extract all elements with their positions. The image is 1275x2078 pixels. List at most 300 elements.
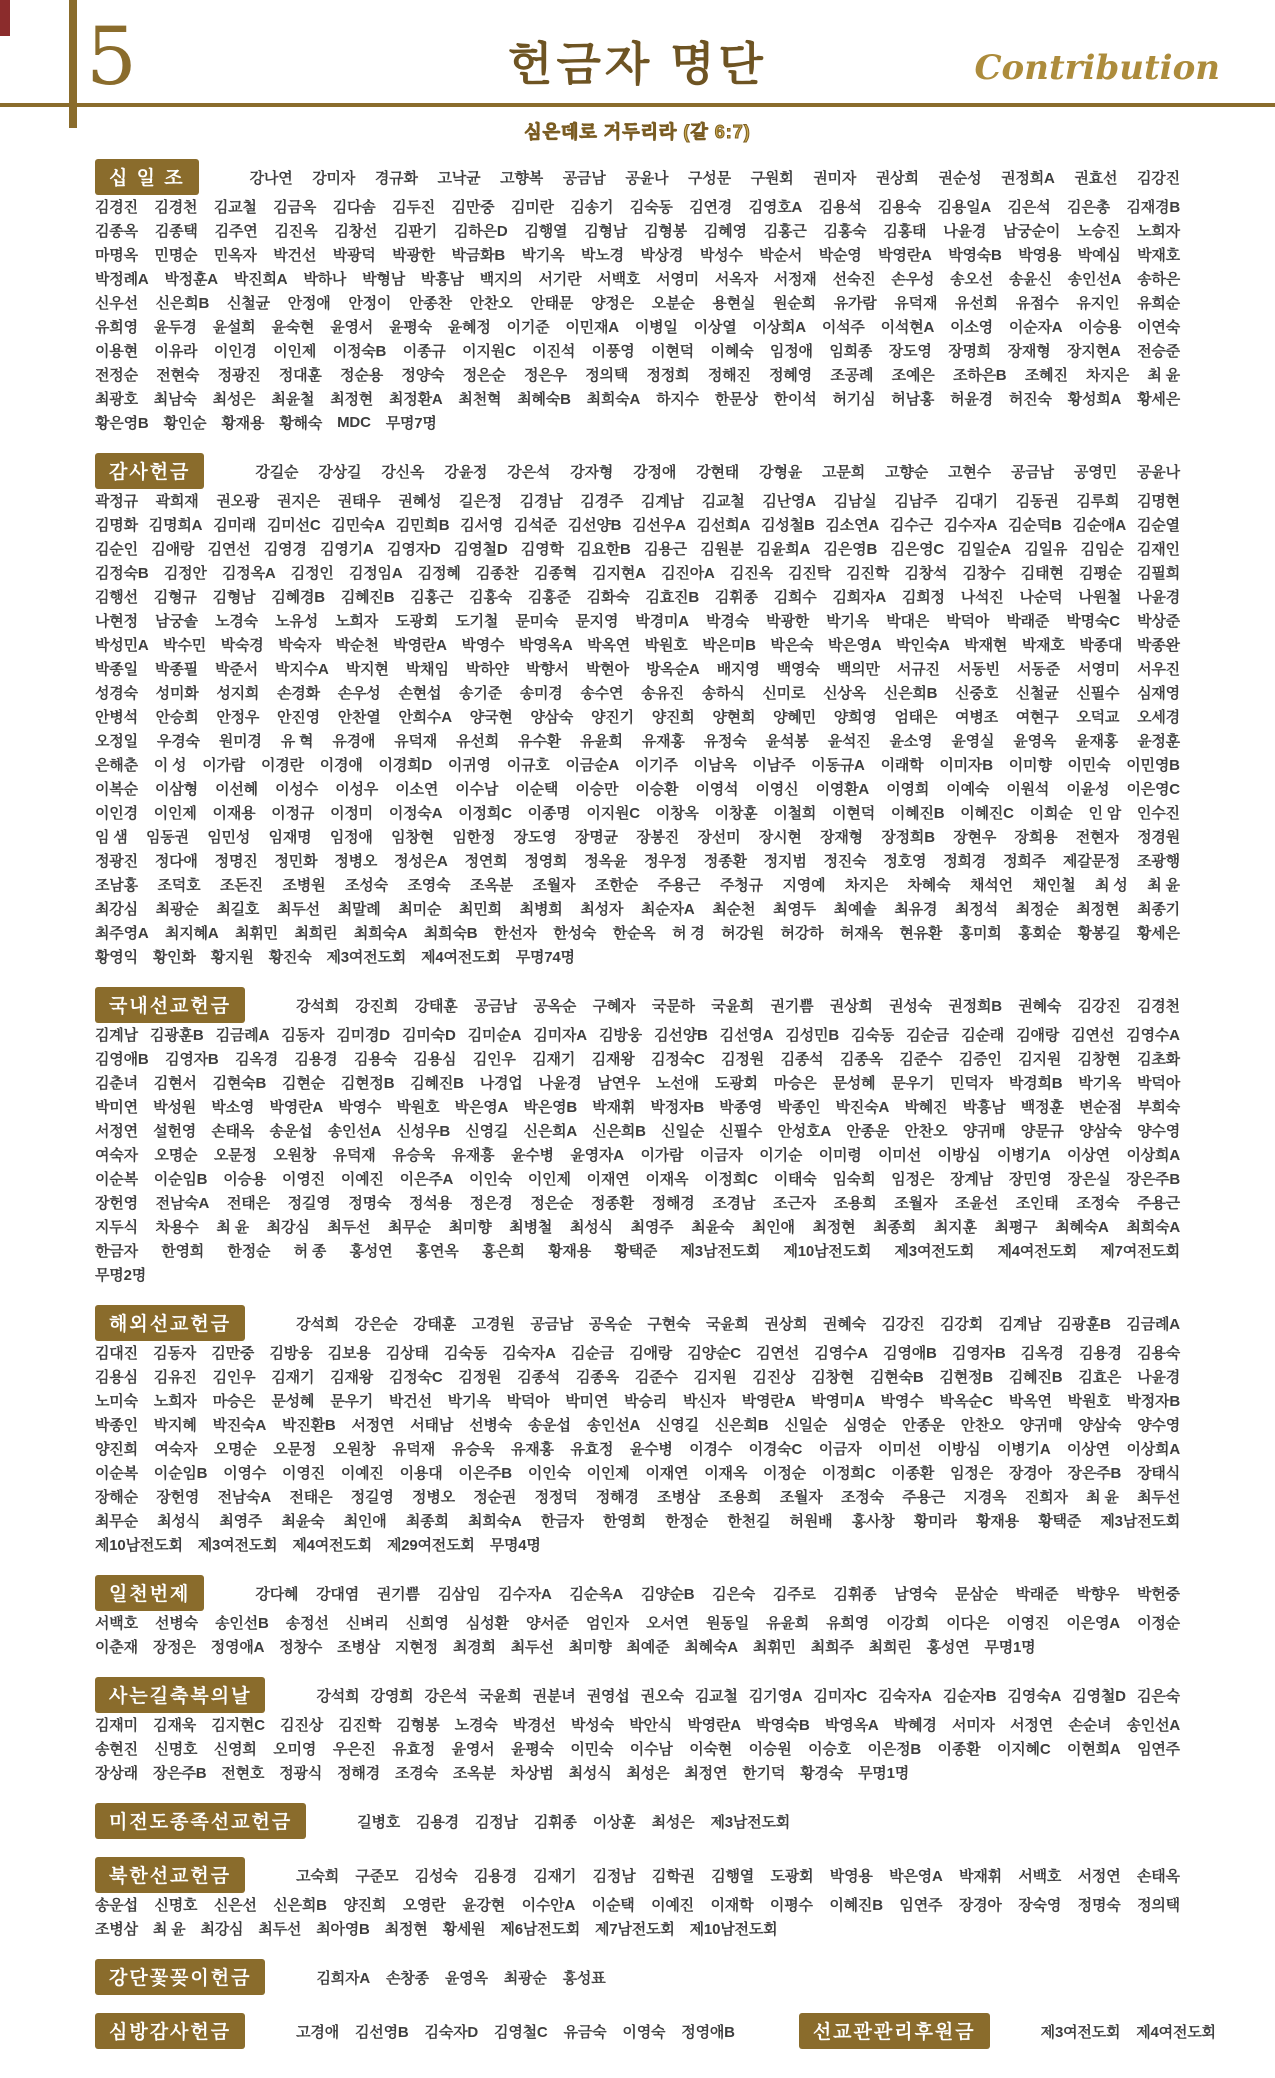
contributor-name: 박덕아 bbox=[1137, 1074, 1180, 1092]
contributor-name: 윤평숙 bbox=[388, 318, 432, 336]
contributor-name: 양희영 bbox=[833, 708, 877, 726]
contributor-name: 장지현A bbox=[1067, 342, 1121, 360]
contributor-name: 유윤희 bbox=[579, 732, 623, 750]
contributor-name: 김태현 bbox=[1020, 564, 1064, 582]
contributor-name: 조병삼 bbox=[657, 1488, 701, 1506]
contributor-name: 김교철 bbox=[213, 198, 257, 216]
contributor-name: 이상희A bbox=[1126, 1440, 1180, 1458]
contributor-name: 박옥연 bbox=[587, 636, 631, 654]
contributor-name: 김금옥 bbox=[273, 198, 317, 216]
contributor-name: 오원창 bbox=[332, 1440, 376, 1458]
section-label-nk-mission: 북한선교헌금 bbox=[95, 1857, 245, 1893]
contributor-name: 권태우 bbox=[337, 492, 381, 510]
contributor-name: 양서준 bbox=[525, 1614, 569, 1632]
contributor-name: 정명진 bbox=[214, 852, 258, 870]
contributor-name: 최희린 bbox=[868, 1638, 912, 1656]
contributor-name: 이승만 bbox=[575, 780, 619, 798]
names-row bbox=[95, 776, 1180, 800]
contributor-name: 송인선A bbox=[1067, 270, 1122, 288]
contributor-name: 김종혁 bbox=[534, 564, 577, 582]
contributor-name: 황은영B bbox=[95, 414, 149, 432]
contributor-name: 허재옥 bbox=[839, 924, 883, 942]
page-title-english: Contribution bbox=[974, 48, 1220, 88]
contributor-name: 김현정B bbox=[340, 1074, 395, 1092]
contributor-name: 박은영B bbox=[523, 1098, 577, 1116]
contributor-name: 이현덕 bbox=[651, 342, 694, 360]
contributor-name: 양수영 bbox=[1137, 1122, 1180, 1140]
contributor-name: 양귀매 bbox=[962, 1122, 1006, 1140]
section-altar-flower bbox=[95, 1960, 1180, 1994]
contributor-name: 김애랑 bbox=[151, 540, 195, 558]
contributor-name: 최강심 bbox=[95, 900, 138, 918]
contributor-name: 이승호 bbox=[808, 1740, 851, 1758]
contributor-name: 성미화 bbox=[155, 684, 199, 702]
contributor-name: 장해순 bbox=[95, 1488, 138, 1506]
contributor-name: 박종영 bbox=[719, 1098, 763, 1116]
contributor-name: 박진숙A bbox=[212, 1416, 267, 1434]
contributor-name: 최두선 bbox=[258, 1920, 302, 1938]
contributor-name: 조병원 bbox=[282, 876, 326, 894]
contributor-name: 김용심 bbox=[95, 1368, 138, 1386]
section-label-altar-flower: 강단꽃꽂이헌금 bbox=[95, 1959, 265, 1995]
contributor-name: 이종환 bbox=[937, 1740, 981, 1758]
contributor-name: 이병일 bbox=[634, 318, 678, 336]
contributor-name: 신필수 bbox=[719, 1122, 763, 1140]
names-row bbox=[95, 410, 1180, 434]
contributor-name: 김강회 bbox=[940, 1315, 984, 1333]
contributor-name: 도광회 bbox=[714, 1074, 758, 1092]
contributor-name: 정민화 bbox=[274, 852, 318, 870]
contributor-name: 오서연 bbox=[646, 1614, 689, 1632]
names-row bbox=[95, 338, 1180, 362]
contributor-name: 황미라 bbox=[913, 1512, 957, 1530]
contributor-name: 서태남 bbox=[410, 1416, 454, 1434]
contributor-name: 길병호 bbox=[357, 1813, 401, 1831]
contributor-name: 손순녀 bbox=[1068, 1716, 1112, 1734]
contributor-name: 김홍근 bbox=[763, 222, 807, 240]
contributor-name: 장숙영 bbox=[1018, 1896, 1062, 1914]
contributor-name: 정정희 bbox=[646, 366, 690, 384]
names-row bbox=[95, 1094, 1180, 1118]
contributor-name: 박영란A bbox=[741, 1392, 796, 1410]
contributor-name: 신철균 bbox=[1015, 684, 1059, 702]
names-row bbox=[95, 160, 1180, 194]
contributor-name: 김명현 bbox=[1137, 492, 1180, 510]
contributor-name: 경규화 bbox=[374, 169, 418, 187]
contributor-name: 박정훈A bbox=[164, 270, 218, 288]
contributor-name: 서정재 bbox=[773, 270, 817, 288]
contributor-name: 김진옥 bbox=[274, 222, 318, 240]
contributor-name: 이미선 bbox=[878, 1440, 921, 1458]
contributor-name: 정종환 bbox=[703, 852, 747, 870]
contributor-name: 이혜진C bbox=[960, 804, 1014, 822]
contributor-name: 이현희A bbox=[1067, 1740, 1121, 1758]
contributor-name: 공영민 bbox=[1074, 463, 1117, 481]
contributor-name: 조병삼 bbox=[337, 1638, 381, 1656]
names-group bbox=[296, 995, 1180, 1016]
contributor-name: 이정희C bbox=[821, 1464, 876, 1482]
contributor-name: 김성숙 bbox=[414, 1867, 458, 1885]
contributor-name: 남연우 bbox=[597, 1074, 641, 1092]
contributor-name: 김요한B bbox=[577, 540, 631, 558]
contributor-name: 박헌중 bbox=[1136, 1585, 1180, 1603]
contributor-name: 최종기 bbox=[1137, 900, 1180, 918]
contributor-name: 장헌영 bbox=[156, 1488, 200, 1506]
contributor-name: 황봉길 bbox=[1077, 924, 1121, 942]
contributor-name: 김영학 bbox=[520, 540, 564, 558]
contributor-name: 이춘재 bbox=[95, 1638, 138, 1656]
contributor-name: 정길영 bbox=[287, 1194, 331, 1212]
contributor-name: 김숙자A bbox=[878, 1687, 932, 1705]
contributor-name: 황세은 bbox=[1137, 390, 1180, 408]
contributor-name: 박기옥 bbox=[1078, 1074, 1122, 1092]
contributor-name: 윤숙현 bbox=[271, 318, 315, 336]
contributor-name: 정명숙 bbox=[1077, 1896, 1121, 1914]
contributor-name: 박지수A bbox=[275, 660, 329, 678]
contributor-name: 한영희 bbox=[161, 1242, 205, 1260]
contributor-name: 이상연 bbox=[1067, 1440, 1110, 1458]
contributor-name: 김기영A bbox=[748, 1687, 803, 1705]
contributor-name: 현유환 bbox=[899, 924, 943, 942]
contributor-name: 윤석봉 bbox=[765, 732, 809, 750]
contributor-name: 김형규 bbox=[153, 588, 197, 606]
contributor-name: 신우선 bbox=[95, 294, 138, 312]
contributor-name: 신중호 bbox=[955, 684, 998, 702]
section-label-overseas-mission: 해외선교헌금 bbox=[95, 1305, 245, 1341]
contributor-name: 박상경 bbox=[640, 246, 684, 264]
contributor-name: 공금남 bbox=[474, 997, 517, 1015]
contributor-name: 최성식 bbox=[157, 1512, 201, 1530]
contributor-name: 구혜자 bbox=[592, 997, 636, 1015]
contributor-name: 강석희 bbox=[296, 997, 339, 1015]
contributor-name: 최무순 bbox=[387, 1218, 431, 1236]
contributor-name: 이성수 bbox=[275, 780, 319, 798]
contributor-name: 이창옥 bbox=[655, 804, 699, 822]
names-row bbox=[95, 1412, 1180, 1436]
contributor-name: 박영수 bbox=[338, 1098, 382, 1116]
names-row bbox=[95, 1532, 1180, 1556]
contributor-name: 박은숙 bbox=[770, 636, 814, 654]
contributor-name: 정대훈 bbox=[278, 366, 322, 384]
contributor-name: 김정원 bbox=[721, 1050, 765, 1068]
contributor-name: 송정선 bbox=[285, 1614, 329, 1632]
contributor-name: 정순용 bbox=[340, 366, 383, 384]
contributor-name: 이지혜C bbox=[996, 1740, 1051, 1758]
contributor-name: 임한정 bbox=[452, 828, 496, 846]
contributor-name: 윤수병 bbox=[510, 1146, 554, 1164]
contributor-name: 이예진 bbox=[651, 1896, 694, 1914]
contributor-name: 김만중 bbox=[451, 198, 495, 216]
contributor-name: 정정덕 bbox=[534, 1488, 578, 1506]
contributor-name: 최혜숙A bbox=[684, 1638, 738, 1656]
contributor-name: 이미향 bbox=[1008, 756, 1052, 774]
contributor-name: 박인숙A bbox=[896, 636, 950, 654]
contributor-name: 조혜진 bbox=[1024, 366, 1068, 384]
contributor-name: 강석희 bbox=[316, 1687, 360, 1705]
names-row bbox=[95, 1436, 1180, 1460]
contributor-name: 김하은D bbox=[453, 222, 508, 240]
contributor-name: 김영자B bbox=[165, 1050, 219, 1068]
contributor-name: 윤소영 bbox=[889, 732, 933, 750]
contributor-name: 김정안 bbox=[163, 564, 207, 582]
contributor-name: 박명숙C bbox=[1066, 612, 1120, 630]
contributor-name: 조윤선 bbox=[955, 1194, 998, 1212]
contributor-name: 강태훈 bbox=[414, 997, 458, 1015]
contributor-name: 정광식 bbox=[279, 1764, 323, 1782]
contributor-name: 최윤숙 bbox=[281, 1512, 325, 1530]
names-row bbox=[95, 362, 1180, 386]
contributor-name: 박정례A bbox=[95, 270, 149, 288]
contributor-name: 김다솜 bbox=[332, 198, 376, 216]
contributor-name: 이상희A bbox=[752, 318, 806, 336]
contributor-name: 제4여전도회 bbox=[292, 1536, 372, 1554]
section-unreached-mission bbox=[95, 1804, 1180, 1838]
contributor-name: 김명희A bbox=[148, 516, 203, 534]
contributor-name: 이승용 bbox=[1078, 318, 1122, 336]
contributor-name: 이미선 bbox=[878, 1146, 921, 1164]
names-group bbox=[357, 1811, 1180, 1832]
contributor-name: 이복순 bbox=[95, 780, 138, 798]
contributor-name: 곽정규 bbox=[95, 492, 138, 510]
contributor-name: 박진숙A bbox=[835, 1098, 890, 1116]
contributor-name: 정희경 bbox=[943, 852, 987, 870]
contributor-name: 이민재A bbox=[565, 318, 619, 336]
contributor-name: 황진숙 bbox=[268, 948, 312, 966]
contributor-name: 박기옥 bbox=[826, 612, 870, 630]
contributor-name: 김희자A bbox=[832, 588, 886, 606]
contributor-name: 송인선A bbox=[327, 1122, 382, 1140]
names-row bbox=[95, 1678, 1180, 1712]
contributor-name: 정호영 bbox=[883, 852, 927, 870]
contributor-name: 박건선 bbox=[388, 1392, 432, 1410]
contributor-name: 제갈문정 bbox=[1062, 852, 1121, 870]
contributor-name: 김영애B bbox=[95, 1050, 149, 1068]
header-rule bbox=[0, 103, 1275, 107]
contributor-name: 김옥경 bbox=[235, 1050, 278, 1068]
contributor-name: 김현서 bbox=[153, 1074, 197, 1092]
contributor-name: 최광호 bbox=[95, 390, 138, 408]
contributor-name: 김진상 bbox=[280, 1716, 324, 1734]
contributor-name: 송하은 bbox=[1137, 270, 1180, 288]
contributor-name: 이민영B bbox=[1126, 756, 1180, 774]
contributor-name: 박혜진 bbox=[904, 1098, 948, 1116]
contributor-name: 최 성 bbox=[1095, 876, 1128, 894]
contributor-name: 양진희 bbox=[651, 708, 695, 726]
contributor-name: 김용근 bbox=[644, 540, 687, 558]
contributor-name: 강길순 bbox=[255, 463, 299, 481]
contributor-name: 신은선 bbox=[213, 1896, 257, 1914]
contributor-name: 김학권 bbox=[651, 1867, 695, 1885]
names-group bbox=[296, 1313, 1180, 1334]
contributor-name: 김희수 bbox=[773, 588, 817, 606]
contributor-name: 유선희 bbox=[955, 294, 998, 312]
names-row bbox=[95, 1610, 1180, 1634]
names-row bbox=[95, 2014, 735, 2048]
contributor-name: 한이석 bbox=[773, 390, 817, 408]
contributor-name: 김홍근 bbox=[410, 588, 454, 606]
contributor-name: 손태옥 bbox=[1136, 1867, 1180, 1885]
contributor-name: 전태은 bbox=[226, 1194, 270, 1212]
contributor-name: 안찬오 bbox=[469, 294, 513, 312]
contributor-name: 이수남 bbox=[455, 780, 499, 798]
contributor-name: 김용심 bbox=[413, 1050, 457, 1068]
contributor-name: 이순택 bbox=[515, 780, 559, 798]
contributor-name: 서동준 bbox=[1016, 660, 1060, 678]
contributor-name: 박기옥 bbox=[521, 246, 565, 264]
contributor-name: 김미숙D bbox=[402, 1026, 456, 1044]
names-row bbox=[95, 1388, 1180, 1412]
contributor-name: 안정애 bbox=[287, 294, 331, 312]
contributor-name: 김재인 bbox=[1136, 540, 1180, 558]
contributor-name: 이기주 bbox=[634, 756, 678, 774]
contributor-name: 손우성 bbox=[337, 684, 381, 702]
contributor-name: 최정연 bbox=[684, 1764, 728, 1782]
contributor-name: 최희주 bbox=[810, 1638, 854, 1656]
contributor-name: 박경숙 bbox=[706, 612, 749, 630]
contributor-name: 강윤정 bbox=[444, 463, 488, 481]
contributor-name: 김영자D bbox=[387, 540, 441, 558]
contributor-name: 신은희B bbox=[883, 684, 938, 702]
contributor-name: 손현섭 bbox=[398, 684, 442, 702]
contributor-name: 최무순 bbox=[95, 1512, 138, 1530]
contributor-name: 유 혁 bbox=[280, 732, 314, 750]
contributor-name: 장도영 bbox=[888, 342, 932, 360]
contributor-name: 양진희 bbox=[343, 1896, 387, 1914]
contributor-name: 윤수병 bbox=[629, 1440, 673, 1458]
contributor-name: 이상연 bbox=[1067, 1146, 1110, 1164]
contributor-name: 황재용 bbox=[548, 1242, 591, 1260]
contributor-name: 민덕자 bbox=[950, 1074, 993, 1092]
contributor-name: 이 성 bbox=[153, 756, 187, 774]
contributor-name: 이영진 bbox=[1006, 1614, 1050, 1632]
contributor-name: 임정애 bbox=[329, 828, 373, 846]
contributor-name: 한기덕 bbox=[742, 1764, 786, 1782]
contributor-name: 이영숙 bbox=[622, 2023, 666, 2041]
contributor-name: 김남실 bbox=[833, 492, 877, 510]
contributor-name: 은해춘 bbox=[95, 756, 138, 774]
contributor-name: 정병오 bbox=[412, 1488, 455, 1506]
contributor-name: 김루희 bbox=[1076, 492, 1120, 510]
contributor-name: 한천길 bbox=[727, 1512, 771, 1530]
contributor-name: 오미영 bbox=[273, 1740, 317, 1758]
contributor-name: 홍은희 bbox=[481, 1242, 525, 1260]
contributor-name: 송미경 bbox=[519, 684, 563, 702]
contributor-name: 이순임B bbox=[153, 1170, 208, 1188]
contributor-name: 전현호 bbox=[221, 1764, 265, 1782]
contributor-name: 강형윤 bbox=[759, 463, 803, 481]
names-group bbox=[296, 1865, 1180, 1886]
names-group bbox=[255, 461, 1180, 482]
contributor-name: 유경애 bbox=[332, 732, 376, 750]
contributor-name: 조정숙 bbox=[1076, 1194, 1120, 1212]
contributor-name: 한영희 bbox=[603, 1512, 646, 1530]
contributor-name: 지현정 bbox=[395, 1638, 438, 1656]
contributor-name: 강대염 bbox=[316, 1585, 359, 1603]
contributor-name: 장선미 bbox=[697, 828, 741, 846]
names-row bbox=[95, 1262, 1180, 1286]
contributor-name: 조공례 bbox=[830, 366, 874, 384]
contributor-name: 노승진 bbox=[1077, 222, 1121, 240]
contributor-name: 김교철 bbox=[694, 1687, 738, 1705]
contributor-name: 박재현 bbox=[964, 636, 1008, 654]
contributor-name: 김종옥 bbox=[839, 1050, 883, 1068]
contributor-name: 신영길 bbox=[465, 1122, 509, 1140]
contributor-name: 김금례A bbox=[215, 1026, 270, 1044]
contributor-name: 박경선 bbox=[512, 1716, 556, 1734]
contributor-name: 이수남 bbox=[629, 1740, 673, 1758]
contributor-name: 정해경 bbox=[337, 1764, 381, 1782]
contributor-name: 김은석 bbox=[1007, 198, 1051, 216]
contributor-name: 윤영실 bbox=[951, 732, 995, 750]
contributor-name: 문우기 bbox=[891, 1074, 935, 1092]
contributor-name: 윤설희 bbox=[212, 318, 256, 336]
contributor-name: 박광덕 bbox=[332, 246, 376, 264]
contributor-name: 박영용 bbox=[1018, 246, 1062, 264]
contributor-name: 정광진 bbox=[95, 852, 138, 870]
contributor-name: 권순성 bbox=[938, 169, 982, 187]
contributor-name: 김진학 bbox=[846, 564, 890, 582]
contributor-name: 정해경 bbox=[651, 1194, 695, 1212]
contributor-name: 최희숙A bbox=[468, 1512, 522, 1530]
contributor-name: 양진기 bbox=[591, 708, 634, 726]
contributor-name: 김선영A bbox=[719, 1026, 774, 1044]
contributor-name: 박순서 bbox=[759, 246, 803, 264]
contributor-name: 여현구 bbox=[1015, 708, 1059, 726]
contributor-name: 조경남 bbox=[712, 1194, 756, 1212]
contributor-name: 방옥순A bbox=[646, 660, 700, 678]
contributor-name: 박재호 bbox=[1137, 246, 1180, 264]
contributor-name: 김혜진B bbox=[410, 1074, 464, 1092]
contributor-name: 최윤철 bbox=[271, 390, 315, 408]
contributor-name: 신일순 bbox=[661, 1122, 704, 1140]
contributor-name: 이영신 bbox=[755, 780, 799, 798]
contributor-name: 이현덕 bbox=[832, 804, 875, 822]
contributor-name: 최미향 bbox=[568, 1638, 612, 1656]
names-row bbox=[95, 1364, 1180, 1388]
contributor-name: 권효선 bbox=[1074, 169, 1118, 187]
contributor-name: 김현숙B bbox=[870, 1368, 924, 1386]
contributor-name: 강신옥 bbox=[381, 463, 425, 481]
contributor-name: 윤정훈 bbox=[1137, 732, 1180, 750]
contributor-name: 이순택 bbox=[591, 1896, 635, 1914]
contributor-name: 김인우 bbox=[212, 1368, 256, 1386]
contributor-name: 이방심 bbox=[937, 1440, 981, 1458]
contributor-name: 강상길 bbox=[318, 463, 362, 481]
contributor-name: 이인경 bbox=[213, 342, 257, 360]
contributor-name: 최성자 bbox=[580, 900, 624, 918]
contributor-name: 권정희A bbox=[1001, 169, 1055, 187]
names-row bbox=[95, 988, 1180, 1022]
contributor-name: 임희종 bbox=[829, 342, 873, 360]
contributor-name: 최휘민 bbox=[235, 924, 278, 942]
section-blessing-day bbox=[95, 1678, 1180, 1784]
contributor-name: 임연주 bbox=[1137, 1740, 1180, 1758]
contributor-name: 김순자B bbox=[942, 1687, 997, 1705]
contributor-name: 박종인 bbox=[777, 1098, 821, 1116]
contributor-name: 신영길 bbox=[656, 1416, 699, 1434]
contributor-name: 황택준 bbox=[614, 1242, 658, 1260]
contribution-sections bbox=[0, 160, 1275, 1994]
contributor-name: 김계남 bbox=[641, 492, 684, 510]
contributor-name: 김진상 bbox=[752, 1368, 796, 1386]
contributor-name: 김용경 bbox=[294, 1050, 338, 1068]
contributor-name: 이순자A bbox=[1008, 318, 1063, 336]
contributor-name: 서우진 bbox=[1137, 660, 1180, 678]
names-row bbox=[95, 656, 1180, 680]
contributor-name: 선숙진 bbox=[832, 270, 876, 288]
contributor-name: 김준수 bbox=[634, 1368, 678, 1386]
contributor-name: 강은순 bbox=[354, 1315, 398, 1333]
